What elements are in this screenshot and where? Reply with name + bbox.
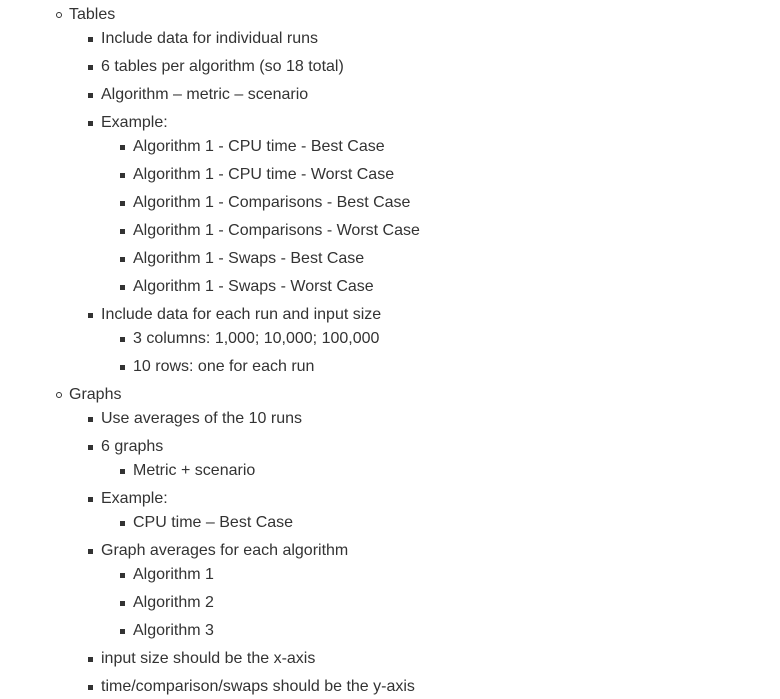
list-item (101, 409, 302, 429)
square-bullet-icon (120, 229, 125, 234)
square-bullet-icon (120, 601, 125, 606)
list-item-graphs (69, 385, 121, 405)
square-bullet-icon (120, 469, 125, 474)
list-item-text: 10 rows: one for each run (133, 358, 315, 375)
square-bullet-icon (88, 313, 93, 318)
list-item (101, 113, 168, 133)
square-bullet-icon (88, 657, 93, 662)
square-bullet-icon (88, 65, 93, 70)
square-bullet-icon (88, 549, 93, 554)
list-item-text: Graph averages for each algorithm (101, 542, 349, 559)
list-item-text: time/comparison/swaps should be the y-axis (101, 678, 415, 695)
list-item-text: Use averages of the 10 runs (101, 410, 303, 427)
list-item (133, 249, 364, 269)
square-bullet-icon (120, 365, 125, 370)
list-item (101, 541, 348, 561)
list-item-text: Algorithm 1 - Comparisons - Worst Case (133, 222, 420, 239)
list-item-text: Example: (101, 490, 168, 507)
list-item (133, 461, 255, 481)
square-bullet-icon (88, 93, 93, 98)
list-item (133, 221, 420, 241)
list-item-text: Tables (69, 6, 116, 23)
square-bullet-icon (120, 257, 125, 262)
square-bullet-icon (120, 573, 125, 578)
list-item-text: Algorithm 1 - CPU time - Worst Case (133, 166, 395, 183)
list-item-text: Algorithm 3 (133, 622, 214, 639)
square-bullet-icon (88, 445, 93, 450)
square-bullet-icon (120, 173, 125, 178)
square-bullet-icon (88, 121, 93, 126)
circle-bullet-icon (56, 392, 62, 398)
list-item-text: Algorithm 1 (133, 566, 214, 583)
list-item (133, 565, 214, 585)
list-item (133, 513, 293, 533)
list-item-text: Algorithm 1 - Swaps - Best Case (133, 250, 365, 267)
list-item (133, 357, 314, 377)
list-item-tables (69, 5, 115, 25)
square-bullet-icon (120, 521, 125, 526)
list-item (133, 593, 214, 613)
list-item-text: Algorithm 1 - Comparisons - Best Case (133, 194, 411, 211)
list-item-text: Example: (101, 114, 168, 131)
list-item-text: 6 tables per algorithm (so 18 total) (101, 58, 344, 75)
list-item (101, 57, 344, 77)
square-bullet-icon (88, 497, 93, 502)
circle-bullet-icon (56, 12, 62, 18)
list-item (133, 137, 385, 157)
list-item-text: Algorithm 1 - CPU time - Best Case (133, 138, 385, 155)
list-item (133, 621, 214, 641)
list-item-text: Include data for individual runs (101, 30, 319, 47)
list-item-text: Metric + scenario (133, 462, 256, 479)
square-bullet-icon (120, 145, 125, 150)
square-bullet-icon (120, 201, 125, 206)
square-bullet-icon (120, 629, 125, 634)
list-item (133, 329, 379, 349)
square-bullet-icon (88, 417, 93, 422)
list-item (101, 489, 168, 509)
list-item-text: Graphs (69, 386, 122, 403)
list-item (101, 85, 308, 105)
list-item (133, 193, 410, 213)
list-item-text: CPU time – Best Case (133, 514, 294, 531)
list-item (101, 437, 163, 457)
square-bullet-icon (88, 685, 93, 690)
square-bullet-icon (120, 337, 125, 342)
list-item (101, 677, 415, 697)
square-bullet-icon (88, 37, 93, 42)
list-item-text: Include data for each run and input size (101, 306, 382, 323)
list-item (133, 277, 374, 297)
list-item-text: Algorithm 2 (133, 594, 214, 611)
list-item (133, 165, 394, 185)
list-item-text: 6 graphs (101, 438, 164, 455)
list-item (101, 649, 315, 669)
list-item-text: 3 columns: 1,000; 10,000; 100,000 (133, 330, 380, 347)
list-item (101, 29, 318, 49)
square-bullet-icon (120, 285, 125, 290)
list-item-text: input size should be the x-axis (101, 650, 316, 667)
list-item (101, 305, 381, 325)
list-item-text: Algorithm – metric – scenario (101, 86, 309, 103)
list-item-text: Algorithm 1 - Swaps - Worst Case (133, 278, 374, 295)
